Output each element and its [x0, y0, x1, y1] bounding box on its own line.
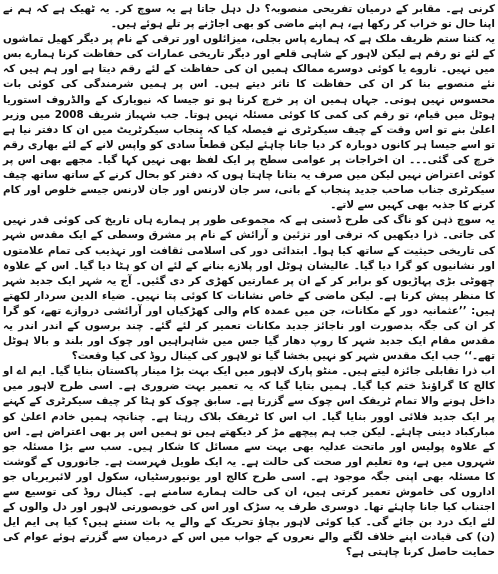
- article-paragraph-3: یہ سوچ ذہن کو ناگ کی طرح ڈستی ہے کہ مجموعی طور پر ہمارے ہاں تاریخ کی کوئی قدر نہیں کی جاتی۔ ذرا دیکھیں کہ ترقی اور تزئین و آرائش کے نام پر مشرق وسطی کے ایک مقدس شہر کی تاریخی حیثیت کے ساتھ کیا ہوا۔ ابتدائی دور کی اسلامی ثقافت اور تہذیب کی تمام علامتوں اور نشانیوں کو گرا دیا گیا۔ عالیشان ہوٹل اور پلازے بنانے کے لئے ان کو ہٹا دیا گیا۔ اس کے علاوہ چھوٹی بڑی پہاڑیوں کو برابر کر کے ان پر عمارتیں کھڑی کر دی گئیں۔ آج یہ شہر ایک جدید شہر کا منظر پیش کرتا ہے۔ لیکن ماضی کے خاص نشانات کا کوئی پتا نہیں۔ ضیاء الدین سردار لکھتے ہیں: ’’عثمانیہ دور کے مکانات، جن میں عمدہ کام والی کھڑکیاں اور آرائشی دروازے تھے، کو گرا کر ان کی جگہ بدصورت اور ناجائز جدید مکانات تعمیر کر لئے گئے۔ چند برسوں کے اندر اندر یہ مقدس مقام ایک جدید شہر کا روپ دھار گیا جس میں شاہراہیں اور چوک اور بلند و بالا ہوٹل تھے۔‘‘ جب ایک مقدس شہر کو نہیں بخشا گیا تو لاہور کی کینال روڈ کی کیا وقعت؟: [3, 214, 495, 363]
- article-paragraph-1: کرنی ہے۔ مقابر کے درمیان تفریحی منصوبہ؟ دل دہل جاتا ہے یہ سوچ کر۔ یہ ٹھیک ہے کہ ہم نے اپنا حال تو خراب کر رکھا ہے، ہم اپنے ماضی کو بھی اجاڑنے پر تلے ہوئے ہیں۔: [3, 3, 495, 31]
- article-body: [3, 2, 495, 560]
- article-paragraph-2: یہ کتنا ستم ظریف ملک ہے کہ ہمارے پاس بجلی، میزائلوں اور ترقی کے نام پر دیگر کھیل تماشوں کے لئے تو رقم ہے لیکن لاہور کے شاہی قلعے اور دیگر تاریخی عمارات کی حفاظت کرنا ہمارے بس میں نہیں۔ ناروے یا کوئی دوسرے ممالک ہمیں ان کی حفاظت کے لئے رقم دیتا ہے اور ہم ہیں کہ نئے منصوبے بنا کر ان کی حفاظت کا تاثر دیتے ہیں۔ اس پر ہمیں شرمندگی کی کوئی بات محسوس نہیں ہوتی۔ جہاں ہمیں ان پر خرچ کرنا ہو تو جیسا کہ نیویارک کے والڈروف استوریا ہوٹل میں قیام، تو رقم کی کمی کا کوئی مسئلہ نہیں ہوتا۔ جب شہباز شریف 2008 میں وزیر اعلیٰ بنے تو اس وقت کے چیف سیکرٹری نے فیصلہ کیا کہ پنجاب سیکرٹریٹ میں ان کا دفتر نیا ہے تو اسے جیسا ہر کانوں دوبارہ کر دیا جانا چاہئے لیکن قطعاً سادی کو واپس لانے کے لئے بھاری رقم خرچ کی گئی۔۔۔ ان اخراجات پر عوامی سطح پر ایک لفظ بھی نہیں کہا گیا۔ مجھے بھی اس پر کوئی اعتراض نہیں لیکن میں صرف یہ بتانا چاہتا ہوں کہ دفتر کو بحال کرنے کے ساتھ ساتھ چیف سیکرٹری جناب صاحب جدید پنجاب کے بانی، سر جان لارنس اور جان لارنس جیسے خلوص اور کام کرنے کا جذبہ بھی کہیں سے لاتے۔: [3, 33, 495, 212]
- article-paragraph-4: اب ذرا تقابلی جائزہ لیتے ہیں۔ منٹو پارک لاہور میں ایک بہت بڑا مینار پاکستان بنایا گیا۔ ایم اے او کالج کا گراؤنڈ ختم کیا گیا۔ ہمیں بتایا گیا کہ یہ تعمیر بہت ضروری ہے۔ اسی طرح لاہور میں داخل ہونے والا تمام ٹریفک اس چوک سے گزرتا ہے۔ سابق چوک کو ہٹا کر چیف سیکرٹری کے کہنے پر ایک جدید فلائی اوور بنایا گیا۔ اب اس کا ٹریفک بلاک رہتا ہے۔ چنانچہ ہمیں خادم اعلیٰ کو مبارکباد دینی چاہئے۔ لیکن جب ہم پیچھے مڑ کر دیکھتے ہیں تو ہمیں اس پر بھی اعتراض ہے۔ اس کے علاوہ پولیس اور ماتحت عدلیہ بھی بہت سے مسائل کا شکار ہیں۔ سب سے بڑا مسئلہ جو شہروں میں ہے، وہ تعلیم اور صحت کی حالت ہے۔ یہ ایک طویل فہرست ہے۔ جانوروں کے گوشت کا مسئلہ بھی اپنی جگہ موجود ہے۔ اسی طرح کالج اور یونیورسٹیاں، سکول اور لائبریریاں جو اداروں کی خاموش تعمیر کرتی ہیں، ان کی حالت ہمارے سامنے ہے۔ کینال روڈ کی توسیع سے اجتناب کیا جانا چاہئے تھا۔ دوسری طرف یہ سڑک اور اس کی خوبصورتی لاہور اور دل والوں کے لئے ایک درد بن جائے گی۔ کیا کوئی لاہور بچاؤ تحریک کے والے یہ بات سنتے ہیں؟ کیا پی ایم ایل (ن) کی قیادت اپنے خلاف لگنے والے نعروں کے جواب میں اس کے درمیان سے گزرتے ہوئے عوام کی حمایت حاصل کرنا چاہتی ہے؟: [3, 365, 495, 559]
